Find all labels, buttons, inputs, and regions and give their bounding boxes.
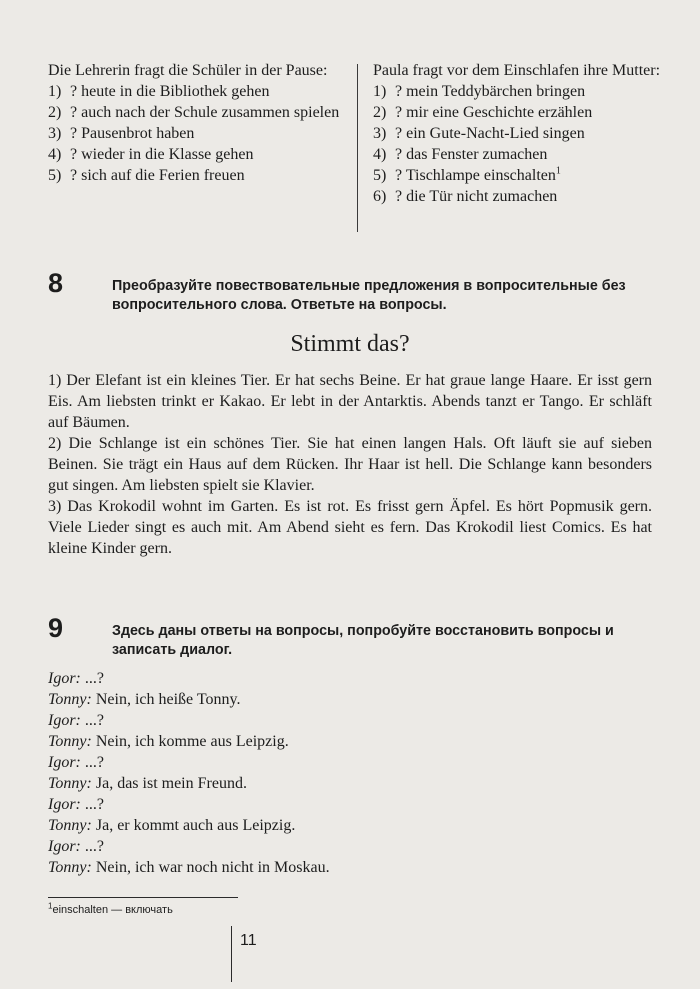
dialog-line: Tonny: Nein, ich war noch nicht in Moskau. xyxy=(48,859,330,876)
dialog xyxy=(48,668,648,878)
dialog-line: Igor: ...? xyxy=(48,796,104,813)
footnote-marker: 1 xyxy=(555,165,561,177)
left-column-intro: Die Lehrerin fragt die Schüler in der Pause: xyxy=(48,62,328,79)
dialog-line: Igor: ...? xyxy=(48,712,104,729)
footnote xyxy=(48,903,173,917)
list-item: 3) ? ein Gute-Nacht-Lied singen xyxy=(373,125,585,142)
dialog-line: Tonny: Ja, das ist mein Freund. xyxy=(48,775,247,792)
right-column-intro: Paula fragt vor dem Einschlafen ihre Mutter: xyxy=(373,62,661,79)
list-item: 4) ? wieder in die Klasse gehen xyxy=(48,146,254,163)
dialog-line: Igor: ...? xyxy=(48,838,104,855)
story-paragraph: 1) Der Elefant ist ein kleines Tier. Er hat sechs Beine. Er hat graue lange Haare. Er isst gern Eis. Am liebsten trinkt er Kakao. Er lebt in der Antarktis. Abends tanzt er Tango. Er schläft auf Bäumen. xyxy=(48,372,652,431)
dialog-line: Igor: ...? xyxy=(48,670,104,687)
right-column xyxy=(373,60,663,207)
footnote-mark: 1 xyxy=(48,901,53,911)
dialog-line: Igor: ...? xyxy=(48,754,104,771)
dialog-line: Tonny: Nein, ich heiße Tonny. xyxy=(48,691,241,708)
story-paragraph: 3) Das Krokodil wohnt im Garten. Es ist rot. Es frisst gern Äpfel. Es hört Popmusik gern. Viele Lieder singt es auch mit. Am Abend sieht es fern. Das Krokodil liest Comics. Es hat kleine Kinder gern. xyxy=(48,498,652,557)
list-item: 4) ? das Fenster zumachen xyxy=(373,146,548,163)
list-item: 3) ? Pausenbrot haben xyxy=(48,125,195,142)
story-title: Stimmt das? xyxy=(290,331,410,357)
speaker: Igor: xyxy=(48,838,81,855)
list-item: 5) ? sich auf die Ferien freuen xyxy=(48,167,245,184)
speaker: Tonny: xyxy=(48,817,92,834)
speaker: Igor: xyxy=(48,796,81,813)
page-number: 11 xyxy=(240,932,257,949)
speaker: Tonny: xyxy=(48,859,92,876)
speaker: Igor: xyxy=(48,754,81,771)
list-item: 2) ? mir eine Geschichte erzählen xyxy=(373,104,593,121)
list-item: 2) ? auch nach der Schule zusammen spielen xyxy=(48,104,340,121)
page-number-rule xyxy=(231,926,232,982)
story-paragraph: 2) Die Schlange ist ein schönes Tier. Sie hat einen langen Hals. Oft läuft sie auf sieben Beinen. Sie trägt ein Haus auf dem Rücken. Ihr Haar ist hell. Die Schlange kann besonders gut singen. Am liebsten spielt sie Klavier. xyxy=(48,435,652,494)
dialog-line: Tonny: Nein, ich komme aus Leipzig. xyxy=(48,733,289,750)
speaker: Tonny: xyxy=(48,691,92,708)
speaker: Igor: xyxy=(48,712,81,729)
dialog-line: Tonny: Ja, er kommt auch aus Leipzig. xyxy=(48,817,296,834)
footnote-rule xyxy=(48,897,238,898)
exercise-number: 9 xyxy=(48,613,64,643)
list-item: 1) ? mein Teddybärchen bringen xyxy=(373,83,586,100)
list-item: 6) ? die Tür nicht zumachen xyxy=(373,188,558,205)
story-text xyxy=(48,370,652,559)
speaker: Tonny: xyxy=(48,775,92,792)
speaker: Igor: xyxy=(48,670,81,687)
list-item: 1) ? heute in die Bibliothek gehen xyxy=(48,83,270,100)
question-columns xyxy=(48,60,661,235)
left-column xyxy=(48,60,348,186)
exercise-number: 8 xyxy=(48,268,64,298)
list-item: 5) ? Tischlampe einschalten$^1$ xyxy=(373,165,561,184)
speaker: Tonny: xyxy=(48,733,92,750)
exercise-instruction: Преобразуйте повествовательные предложения в вопросительные без вопросительного слова. Ответьте на вопросы. xyxy=(112,278,626,313)
footnote-text: einschalten — включать xyxy=(52,904,173,916)
column-divider xyxy=(357,64,358,232)
exercise-instruction: Здесь даны ответы на вопросы, попробуйте восстановить вопросы и записать диалог. xyxy=(112,623,614,658)
